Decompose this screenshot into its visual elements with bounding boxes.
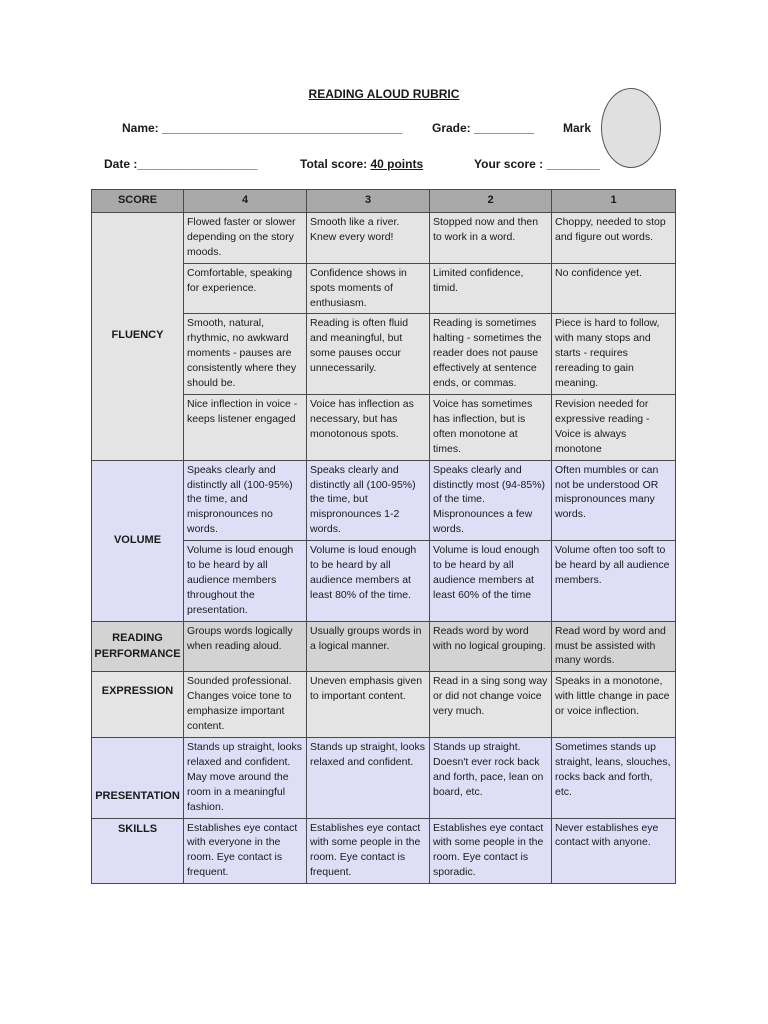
total-score-label: Total score: (300, 157, 368, 171)
name-label: Name: (122, 121, 159, 135)
table-cell: Smooth, natural, rhythmic, no awkward moments - pauses are consistently where they should be. (184, 314, 307, 395)
date-label: Date : (104, 157, 138, 171)
header-row (92, 190, 676, 213)
table-cell: Reading is sometimes halting - sometimes the reader does not pause effectively at sentence ends, or commas. (430, 314, 552, 395)
table-cell: Stopped now and then to work in a word. (430, 213, 552, 264)
table-cell: Often mumbles or can not be understood OR mispronounces many words. (552, 460, 676, 541)
table-cell: Nice inflection in voice - keeps listener engaged (184, 394, 307, 460)
rubric-table (91, 189, 676, 884)
table-cell: Sounded professional. Changes voice tone to emphasize important content. (184, 672, 307, 738)
category-label-line1: READING (112, 631, 163, 644)
table-cell: Establishes eye contact with some people in the room. Eye contact is sporadic. (430, 818, 552, 884)
category-reading-performance (92, 621, 184, 672)
table-cell: Choppy, needed to stop and figure out words. (552, 213, 676, 264)
table-row (92, 672, 676, 738)
header-2: 2 (430, 190, 552, 213)
name-blank[interactable]: ____________________________________ (162, 121, 403, 135)
table-cell: Read word by word and must be assisted with many words. (552, 621, 676, 672)
table-cell: Establishes eye contact with some people in the room. Eye contact is frequent. (307, 818, 430, 884)
your-score-blank[interactable]: ________ (546, 157, 600, 171)
category-skills: SKILLS (92, 818, 184, 884)
table-cell: Speaks clearly and distinctly most (94-85%) of the time. Mispronounces a few words. (430, 460, 552, 541)
name-field[interactable] (122, 121, 402, 135)
table-cell: Stands up straight, looks relaxed and confident. May move around the room in a meaningful fashion. (184, 738, 307, 819)
total-score-value: 40 points (370, 157, 424, 171)
table-cell: Establishes eye contact with everyone in the room. Eye contact is frequent. (184, 818, 307, 884)
table-cell: Limited confidence, timid. (430, 263, 552, 314)
table-row (92, 621, 676, 672)
category-expression: EXPRESSION (92, 672, 184, 738)
table-cell: Volume is loud enough to be heard by all audience members throughout the presentation. (184, 541, 307, 622)
mark-label: Mark (563, 121, 592, 135)
table-cell: Flowed faster or slower depending on the story moods. (184, 213, 307, 264)
table-cell: Voice has sometimes has inflection, but is often monotone at times. (430, 394, 552, 460)
date-field[interactable] (104, 157, 257, 171)
table-cell: Reads word by word with no logical grouping. (430, 621, 552, 672)
table-cell: Piece is hard to follow, with many stops and starts - requires rereading to gain meaning. (552, 314, 676, 395)
table-cell: Speaks clearly and distinctly all (100-95%) the time, and mispronounces no words. (184, 460, 307, 541)
category-presentation: PRESENTATION (92, 738, 184, 819)
table-row (92, 818, 676, 884)
table-row (92, 460, 676, 541)
table-cell: Voice has inflection as necessary, but has monotonous spots. (307, 394, 430, 460)
table-cell: Never establishes eye contact with anyone. (552, 818, 676, 884)
table-cell: Volume is loud enough to be heard by all audience members at least 80% of the time. (307, 541, 430, 622)
grade-label: Grade: (432, 121, 471, 135)
table-row (92, 213, 676, 264)
table-cell: Reading is often fluid and meaningful, but some pauses occur unnecessarily. (307, 314, 430, 395)
mark-circle (601, 88, 661, 168)
your-score-field[interactable] (474, 157, 600, 171)
table-cell: No confidence yet. (552, 263, 676, 314)
header-score: SCORE (92, 190, 184, 213)
table-cell: Comfortable, speaking for experience. (184, 263, 307, 314)
header-1: 1 (552, 190, 676, 213)
header-4: 4 (184, 190, 307, 213)
table-cell: Uneven emphasis given to important content. (307, 672, 430, 738)
header-3: 3 (307, 190, 430, 213)
category-label-line2: PERFORMANCE (94, 647, 181, 660)
grade-field[interactable] (432, 121, 534, 135)
table-cell: Speaks clearly and distinctly all (100-95%) the time, but mispronounces 1-2 words. (307, 460, 430, 541)
table-cell: Volume is loud enough to be heard by all audience members at least 60% of the time (430, 541, 552, 622)
grade-blank[interactable]: _________ (474, 121, 535, 135)
table-cell: Volume often too soft to be heard by all audience members. (552, 541, 676, 622)
table-cell: Confidence shows in spots moments of enthusiasm. (307, 263, 430, 314)
table-row (92, 738, 676, 819)
title-text: READING ALOUD RUBRIC (308, 87, 460, 101)
table-cell: Speaks in a monotone, with little change in pace or voice inflection. (552, 672, 676, 738)
date-blank[interactable]: __________________ (137, 157, 258, 171)
table-cell: Revision needed for expressive reading - Voice is always monotone (552, 394, 676, 460)
category-volume: VOLUME (92, 460, 184, 621)
table-cell: Smooth like a river. Knew every word! (307, 213, 430, 264)
table-cell: Read in a sing song way or did not change voice very much. (430, 672, 552, 738)
page-title (0, 87, 768, 101)
total-score (300, 157, 423, 171)
table-cell: Stands up straight. Doesn't ever rock back and forth, pace, lean on board, etc. (430, 738, 552, 819)
table-cell: Sometimes stands up straight, leans, slouches, rocks back and forth, etc. (552, 738, 676, 819)
table-cell: Usually groups words in a logical manner. (307, 621, 430, 672)
table-cell: Stands up straight, looks relaxed and confident. (307, 738, 430, 819)
category-fluency: FLUENCY (92, 213, 184, 461)
your-score-label: Your score : (474, 157, 544, 171)
table-cell: Groups words logically when reading aloud. (184, 621, 307, 672)
